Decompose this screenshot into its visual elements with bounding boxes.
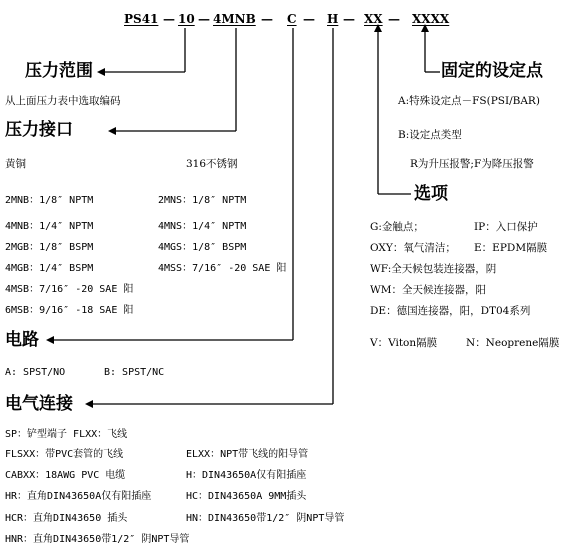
port-title: 压力接口 xyxy=(5,120,73,140)
port-col-brass: 黄铜 xyxy=(5,158,26,170)
port-col-stainless: 316不锈钢 xyxy=(186,158,238,170)
part-code-prefix: PS41 xyxy=(124,12,159,26)
connection-item: HC：DIN43650A 9MM插头 xyxy=(186,491,307,502)
port-item: 4MNS：1/4″ NPTM xyxy=(158,221,247,232)
circuit-item: A: SPST/NO xyxy=(5,367,66,378)
connection-item: HNR：直角DIN43650带1/2″ 阴NPT导管 xyxy=(5,534,190,545)
option-item: V：Viton隔膜 xyxy=(370,337,438,349)
range-title: 压力范围 xyxy=(25,61,93,81)
port-item: 4MNB：1/4″ NPTM xyxy=(5,221,94,232)
connection-item: FLSXX：带PVC套管的飞线 xyxy=(5,449,124,460)
code-separator: — xyxy=(198,12,210,26)
code-setpoint: XXXX xyxy=(412,12,450,26)
connection-item: H：DIN43650A仅有阳插座 xyxy=(186,470,307,481)
code-separator: — xyxy=(303,12,315,26)
port-item: 6MSB：9/16″ -18 SAE 阳 xyxy=(5,305,134,316)
connection-item: HR：直角DIN43650A仅有阳插座 xyxy=(5,491,152,502)
connection-title: 电气连接 xyxy=(5,394,73,414)
code-separator: — xyxy=(343,12,355,26)
code-separator: — xyxy=(163,12,175,26)
option-item: WF:全天候包装连接器，阴 xyxy=(370,263,497,275)
port-item: 2MNS：1/8″ NPTM xyxy=(158,195,247,206)
option-item: IP：入口保护 xyxy=(474,221,538,233)
option-item: OXY：氧气清洁； xyxy=(370,242,456,254)
connection-item: CABXX：18AWG PVC 电缆 xyxy=(5,470,126,481)
port-item: 4MSB：7/16″ -20 SAE 阳 xyxy=(5,284,134,295)
option-item: G:金触点； xyxy=(370,221,424,233)
connection-item: SP：铲型端子 FLXX：飞线 xyxy=(5,429,128,440)
port-item: 2MGB：1/8″ BSPM xyxy=(5,242,94,253)
port-item: 2MNB：1/8″ NPTM xyxy=(5,195,94,206)
options-title: 选项 xyxy=(414,184,448,204)
connection-item: ELXX：NPT带飞线的阳导管 xyxy=(186,449,309,460)
code-port: 4MNB xyxy=(213,12,256,26)
setpoint-title: 固定的设定点 xyxy=(441,61,543,81)
circuit-title: 电路 xyxy=(5,330,39,350)
circuit-item: B: SPST/NC xyxy=(104,367,165,378)
code-separator: — xyxy=(388,12,400,26)
code-separator: — xyxy=(261,12,273,26)
port-item: 4MSS：7/16″ -20 SAE 阳 xyxy=(158,263,287,274)
code-circuit: C xyxy=(287,12,297,26)
option-item: E：EPDM隔膜 xyxy=(474,242,548,254)
port-item: 4MGB：1/4″ BSPM xyxy=(5,263,94,274)
option-item: DE：德国连接器，阳，DT04系列 xyxy=(370,305,531,317)
port-item: 4MGS：1/8″ BSPM xyxy=(158,242,247,253)
setpoint-a: A:特殊设定点－FS(PSI/BAR) xyxy=(398,95,540,107)
range-note: 从上面压力表中选取编码 xyxy=(5,95,121,107)
connection-item: HCR：直角DIN43650 插头 xyxy=(5,513,128,524)
setpoint-b: B:设定点类型 xyxy=(398,129,462,141)
setpoint-r: R为升压报警;F为降压报警 xyxy=(410,158,534,170)
code-connection: H xyxy=(327,12,339,26)
option-item: N：Neoprene隔膜 xyxy=(466,337,560,349)
option-item: WM：全天候连接器，阳 xyxy=(370,284,487,296)
code-options: XX xyxy=(364,12,383,26)
code-range: 10 xyxy=(178,12,195,26)
connection-item: HN：DIN43650带1/2″ 阴NPT导管 xyxy=(186,513,345,524)
